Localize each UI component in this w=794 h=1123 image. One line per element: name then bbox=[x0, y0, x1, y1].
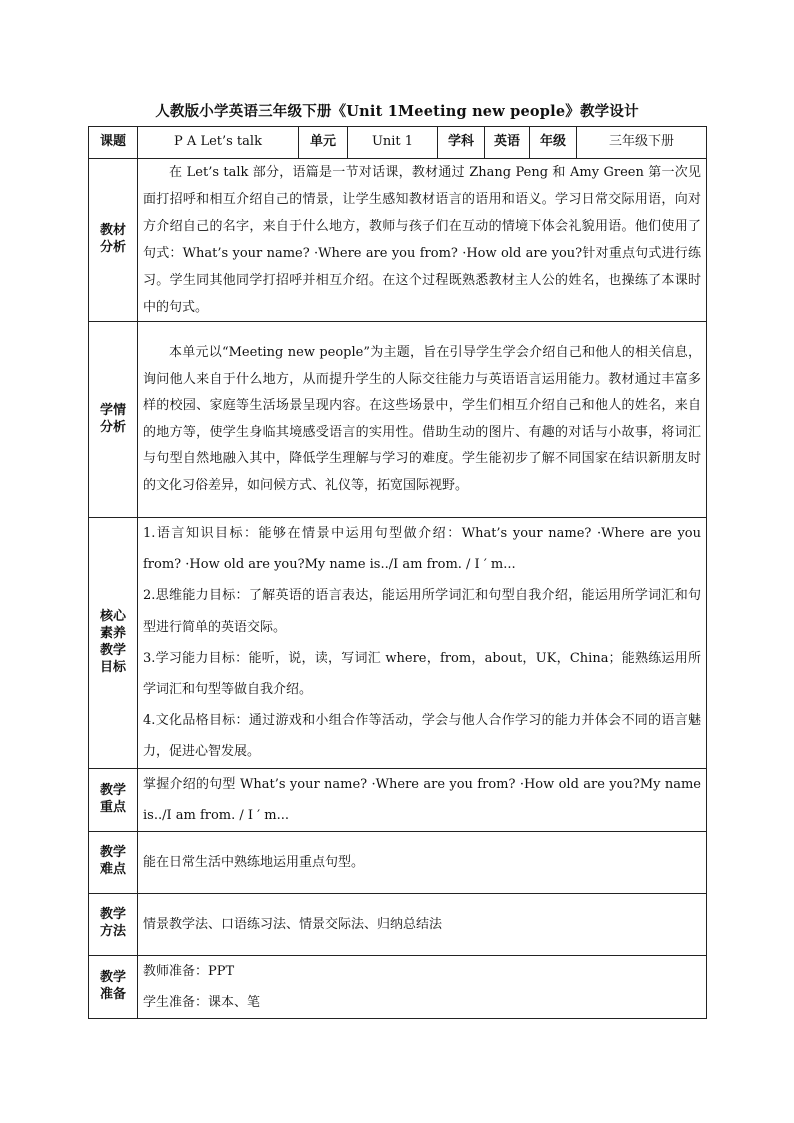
section-row-difficulties bbox=[89, 831, 707, 893]
lesson-plan-table bbox=[88, 126, 707, 1019]
page-title: 人教版小学英语三年级下册《Unit 1Meeting new people》教学设计 bbox=[155, 103, 639, 120]
paragraph: 3.学习能力目标：能听，说，读，写词汇 where，from，about，UK，China；能熟练运用所学词汇和句型等做自我介绍。 bbox=[143, 650, 701, 698]
section-row-preparation bbox=[89, 955, 707, 1018]
unit-value: Unit 1 bbox=[348, 127, 438, 159]
grade-value: 三年级下册 bbox=[577, 127, 707, 159]
section-row-student-analysis bbox=[89, 322, 707, 518]
grade-label: 年级 bbox=[530, 127, 577, 159]
section-label: 核心 素养 教学 目标 bbox=[89, 518, 138, 769]
section-content bbox=[138, 955, 707, 1018]
unit-label: 单元 bbox=[299, 127, 348, 159]
paragraph: 4.文化品格目标：通过游戏和小组合作等活动，学会与他人合作学习的能力并体会不同的语言魅力，促进心智发展。 bbox=[143, 713, 701, 760]
topic-label: 课题 bbox=[89, 127, 138, 159]
section-content bbox=[138, 831, 707, 893]
topic-value: P A Let’s talk bbox=[138, 127, 299, 159]
section-content bbox=[138, 518, 707, 769]
section-content bbox=[138, 893, 707, 955]
section-content bbox=[138, 768, 707, 831]
paragraph: 学生准备：课本、笔 bbox=[143, 994, 261, 1010]
paragraph: 掌握介绍的句型 What’s your name? ·Where are you from? ·How old are you?My name is../I am from. / I ′ m... bbox=[143, 776, 701, 823]
paragraph: 教师准备：PPT bbox=[143, 963, 235, 979]
paragraph: 在 Let’s talk 部分，语篇是一节对话课，教材通过 Zhang Peng 和 Amy Green 第一次见面打招呼和相互介绍自己的情景，让学生感知教材语言的语用和语义。学习日常交际用语，向对方介绍自己的名字，来自于什么地方，教师与孩子们在互动的情境下体会礼貌用语。他们使用了句式：What’s your name? ·Where are you from? ·How old are you?针对重点句式进行练习。学生同其他同学打招呼并相互介绍。在这个过程既熟悉教材主人公的姓名，也操练了本课时中的句式。 bbox=[143, 165, 701, 315]
section-row-teaching-goals bbox=[89, 518, 707, 769]
section-content bbox=[138, 159, 707, 322]
section-label: 教学 方法 bbox=[89, 893, 138, 955]
subject-label: 学科 bbox=[438, 127, 485, 159]
header-row bbox=[89, 127, 707, 159]
section-label: 学情 分析 bbox=[89, 322, 138, 518]
section-row-key-points bbox=[89, 768, 707, 831]
section-label: 教学 准备 bbox=[89, 955, 138, 1018]
section-row-methods bbox=[89, 893, 707, 955]
paragraph: 2.思维能力目标：了解英语的语言表达，能运用所学词汇和句型自我介绍，能运用所学词汇和句型进行简单的英语交际。 bbox=[143, 588, 701, 635]
section-label: 教学 难点 bbox=[89, 831, 138, 893]
section-label: 教材 分析 bbox=[89, 159, 138, 322]
section-content bbox=[138, 322, 707, 518]
section-label: 教学 重点 bbox=[89, 768, 138, 831]
subject-value: 英语 bbox=[485, 127, 530, 159]
section-row-textbook-analysis bbox=[89, 159, 707, 322]
paragraph: 能在日常生活中熟练地运用重点句型。 bbox=[143, 854, 365, 870]
paragraph: 1.语言知识目标：能够在情景中运用句型做介绍：What’s your name? ·Where are you from? ·How old are you?My name is../I am from. / I ′ m... bbox=[143, 526, 701, 573]
paragraph: 本单元以“Meeting new people”为主题，旨在引导学生学会介绍自己和他人的相关信息，询问他人来自于什么地方，从而提升学生的人际交往能力与英语语言运用能力。教材通过丰富多样的校园、家庭等生活场景呈现内容。在这些场景中，学生们相互介绍自己和他人的姓名，来自的地方等，使学生身临其境感受语言的实用性。借助生动的图片、有趣的对话与小故事，将词汇与句型自然地融入其中，降低学生理解与学习的难度。学生能初步了解不同国家在结识新朋友时的文化习俗差异，如问候方式、礼仪等，拓宽国际视野。 bbox=[143, 345, 701, 493]
paragraph: 情景教学法、口语练习法、情景交际法、归纳总结法 bbox=[143, 916, 443, 932]
